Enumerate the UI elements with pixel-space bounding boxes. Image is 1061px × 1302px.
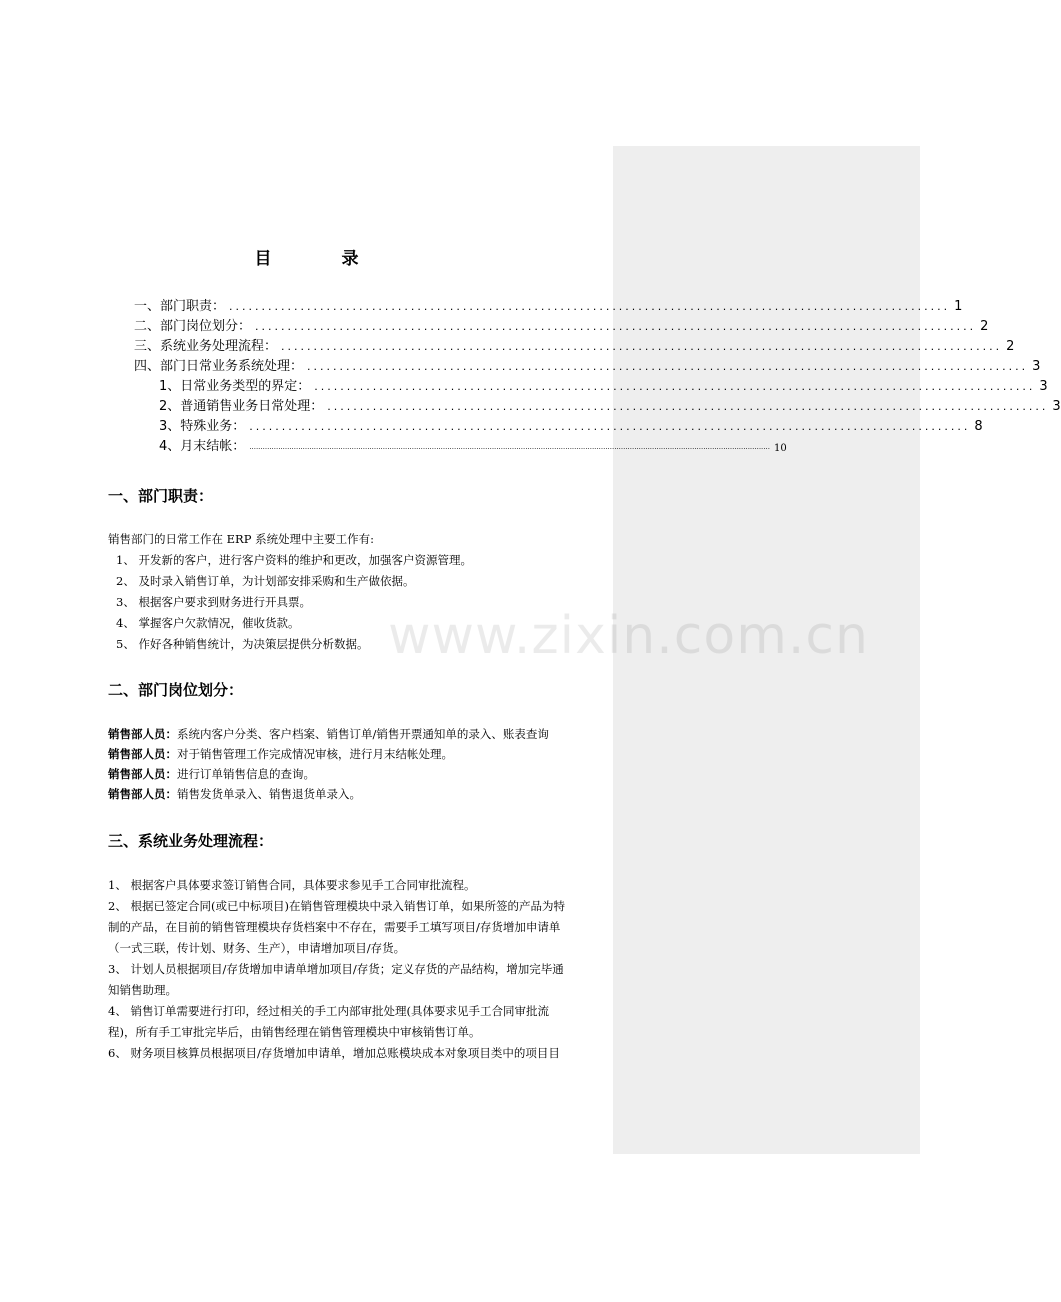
staff-label: 销售部人员： bbox=[108, 747, 177, 761]
toc-entry[interactable]: 1、日常业务类型的界定： ............................................................................................................... 3 bbox=[159, 379, 1048, 394]
toc-title-right: 录 bbox=[341, 249, 359, 269]
paragraph-line: 制的产品，在目前的销售管理模块存货档案中不存在，需要手工填写项目/存货增加申请单 bbox=[108, 920, 561, 934]
staff-label: 销售部人员： bbox=[108, 727, 177, 741]
paragraph-line: 6、 财务项目核算员根据项目/存货增加申请单，增加总账模块成本对象项目类中的项目目 bbox=[108, 1046, 560, 1060]
paragraph: 销售部门的日常工作在 ERP 系统处理中主要工作有: bbox=[108, 532, 374, 546]
staff-text: 对于销售管理工作完成情况审核，进行月末结帐处理。 bbox=[177, 747, 453, 761]
staff-text: 销售发货单录入、销售退货单录入。 bbox=[177, 787, 361, 801]
staff-row bbox=[108, 784, 361, 805]
section-heading: 三、系统业务处理流程： bbox=[108, 832, 274, 850]
list-item: 3、 根据客户要求到财务进行开具票。 bbox=[116, 595, 311, 609]
staff-label: 销售部人员： bbox=[108, 787, 177, 801]
toc-title bbox=[0, 244, 613, 269]
paragraph-line: 2、 根据已签定合同(或已中标项目)在销售管理模块中录入销售订单，如果所签的产品为特 bbox=[108, 899, 565, 913]
toc-entry[interactable]: 2、普通销售业务日常处理： ............................................................................................................... 3 bbox=[159, 399, 1061, 414]
staff-text: 进行订单销售信息的查询。 bbox=[177, 767, 315, 781]
staff-row bbox=[108, 724, 549, 745]
list-item: 2、 及时录入销售订单，为计划部安排采购和生产做依据。 bbox=[116, 574, 415, 588]
toc-entry[interactable]: 二、部门岗位划分： ............................................................................................................... 2 bbox=[134, 319, 989, 334]
list-item: 4、 掌握客户欠款情况，催收货款。 bbox=[116, 616, 300, 630]
staff-text: 系统内客户分类、客户档案、销售订单/销售开票通知单的录入、账表查询 bbox=[177, 727, 549, 741]
toc-entry[interactable]: 4、月末结帐： .......................................................................................................................................................................................................................................... 10 bbox=[159, 439, 787, 454]
paragraph-line: 程)，所有手工审批完毕后，由销售经理在销售管理模块中审核销售订单。 bbox=[108, 1025, 481, 1039]
paragraph-line: 3、 计划人员根据项目/存货增加申请单增加项目/存货；定义存货的产品结构，增加完毕通 bbox=[108, 962, 564, 976]
staff-row bbox=[108, 764, 315, 785]
comment-pane bbox=[613, 146, 920, 1154]
list-item: 5、 作好各种销售统计，为决策层提供分析数据。 bbox=[116, 637, 369, 651]
list-item: 1、 开发新的客户，进行客户资料的维护和更改，加强客户资源管理。 bbox=[116, 553, 472, 567]
toc-entry[interactable]: 3、特殊业务： ............................................................................................................... 8 bbox=[159, 419, 983, 434]
toc-entry[interactable]: 四、部门日常业务系统处理： ............................................................................................................... 3 bbox=[134, 359, 1041, 374]
staff-label: 销售部人员： bbox=[108, 767, 177, 781]
paragraph-line: （一式三联，传计划、财务、生产），申请增加项目/存货。 bbox=[108, 941, 406, 955]
toc-title-left: 目 bbox=[254, 249, 272, 269]
staff-row bbox=[108, 744, 453, 765]
paragraph-line: 4、 销售订单需要进行打印，经过相关的手工内部审批处理(具体要求见手工合同审批流 bbox=[108, 1004, 549, 1018]
section-heading: 二、部门岗位划分： bbox=[108, 681, 244, 699]
toc-entry[interactable]: 三、系统业务处理流程： ............................................................................................................... 2 bbox=[134, 339, 1015, 354]
toc-entry[interactable]: 一、部门职责： ............................................................................................................... 1 bbox=[134, 299, 963, 314]
paragraph-line: 知销售助理。 bbox=[108, 983, 177, 997]
paragraph-line: 1、 根据客户具体要求签订销售合同，具体要求参见手工合同审批流程。 bbox=[108, 878, 476, 892]
section-heading: 一、部门职责： bbox=[108, 487, 214, 505]
